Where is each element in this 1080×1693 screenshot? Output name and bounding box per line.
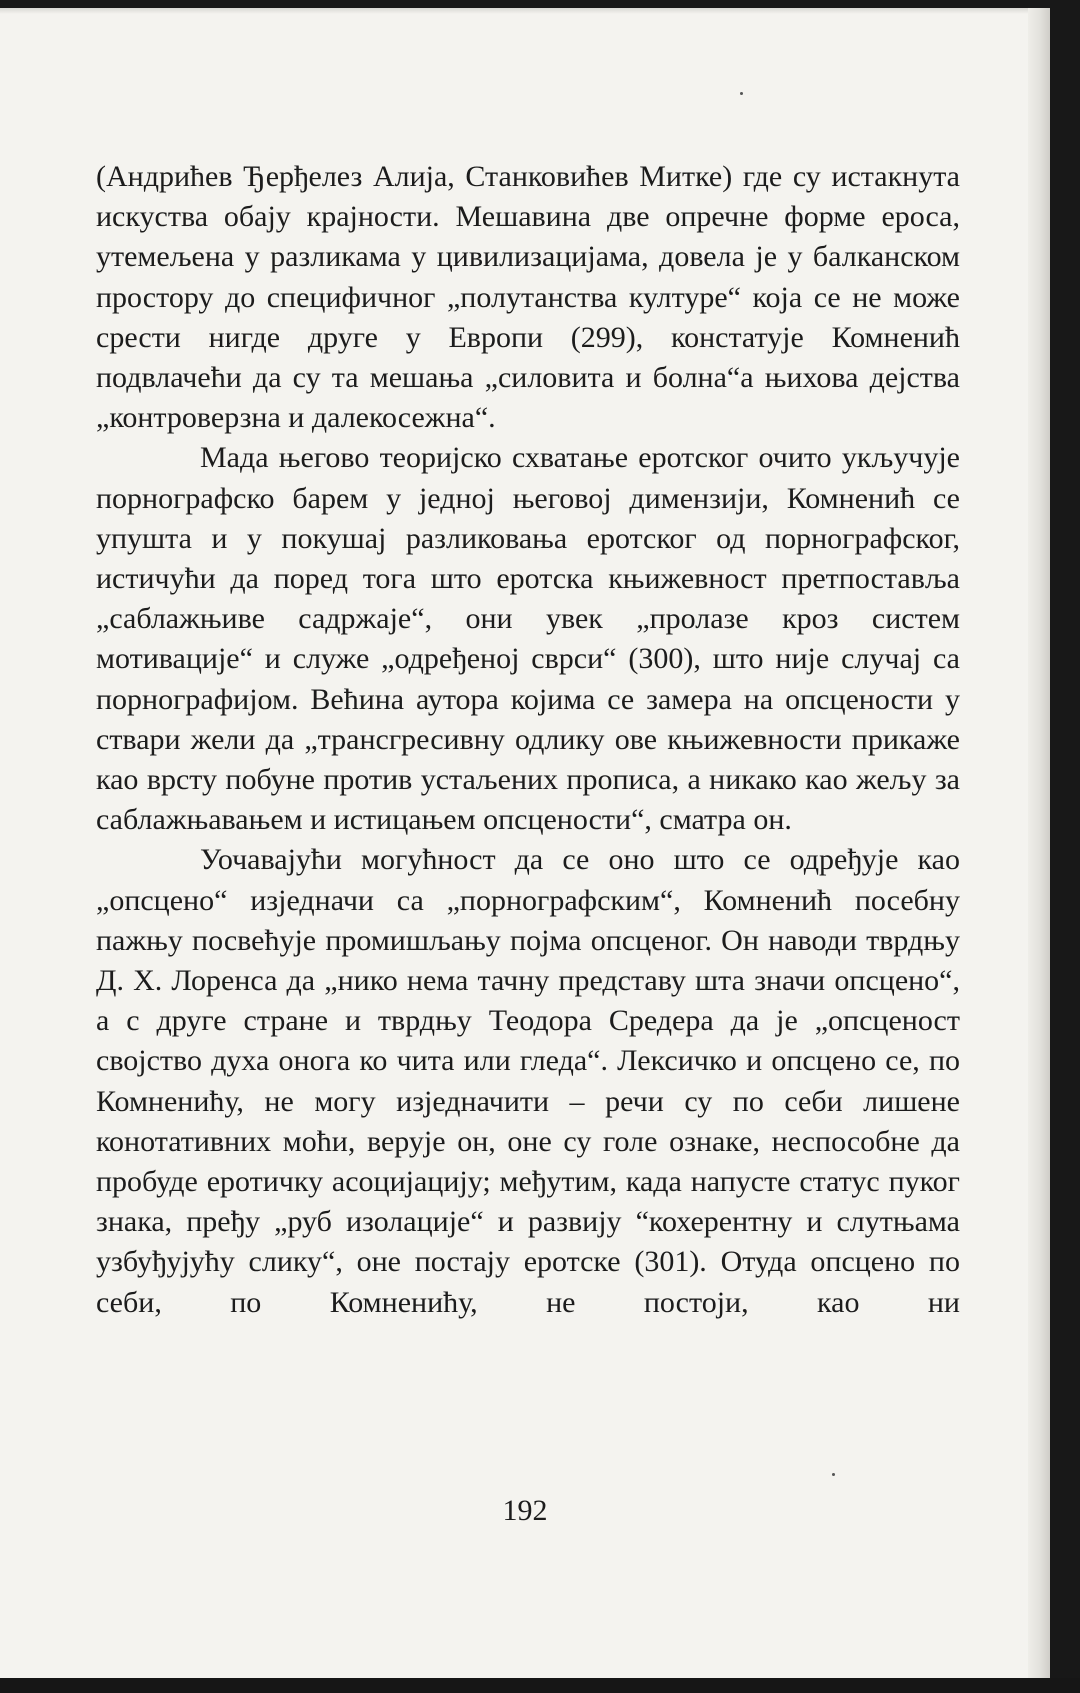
- paragraph-3: Уочавајући могућност да се оно што се одређује као „опсцено“ изједначи са „порнографским“, Комненић посебну пажњу посвећује промишљању појма опсценог. Он наводи тврдњу Д. Х. Лоренса да „нико нема тачну представу шта значи опсцено“, а с друге стране и тврдњу Теодора Средера да је „опсценост својство духа онога ко чита или гледа“. Лексичко и опсцено се, по Комненићу, не могу изједначити – речи су по себи лишене конотативних моћи, верује он, оне су голе ознаке, неспособне да пробуде еротичку асоцијацију; међутим, када напусте статус пуког знака, пређу „руб изолације“ и развију “кохерентну и слутњама узбуђујућу слику“, оне постају еротске (301). Отуда опсцено по себи, по Комненићу, не постоји, као ни: [96, 843, 960, 1319]
- paper-speck: [832, 1473, 835, 1476]
- page-number: 192: [502, 1494, 548, 1527]
- page-edge: [1028, 8, 1050, 1678]
- scan-bottom-edge: [0, 1678, 1080, 1693]
- body-text: [96, 157, 960, 1323]
- page-top-shadow: [0, 8, 1050, 14]
- paragraph-1: (Андрићев Ђерђелез Алија, Станковићев Митке) где су истакнута искуства обају крајности. Мешавина две опречне форме ероса, утемељена у разликама у цивилизацијама, довела је у балканском простору до специфичног „полутанства културе“ која се не може срести нигде друге у Европи (299), констатује Комненић подвлачећи да су та мешања „силовита и болна“а њихова дејства „контроверзна и далекосежна“.: [96, 160, 960, 435]
- paragraph-2: Мада његово теоријско схватање еротског очито укључује порнографско барем у једној његовој димензији, Комненић се упушта и у покушај разликовања еротског од порнографског, истичући да поред тога што еротска књижевност претпоставља „саблажњиве садржаје“, они увек „пролазе кроз систем мотивације“ и служе „одређеној сврси“ (300), што није случај са порнографијом. Већина аутора којима се замера на опсцености у ствари жели да „трансгресивну одлику ове књижевности прикаже као врсту побуне против устаљених прописа, а никако као жељу за саблажњавањем и истицањем опсцености“, сматра он.: [96, 441, 960, 837]
- paper-speck: [740, 92, 743, 95]
